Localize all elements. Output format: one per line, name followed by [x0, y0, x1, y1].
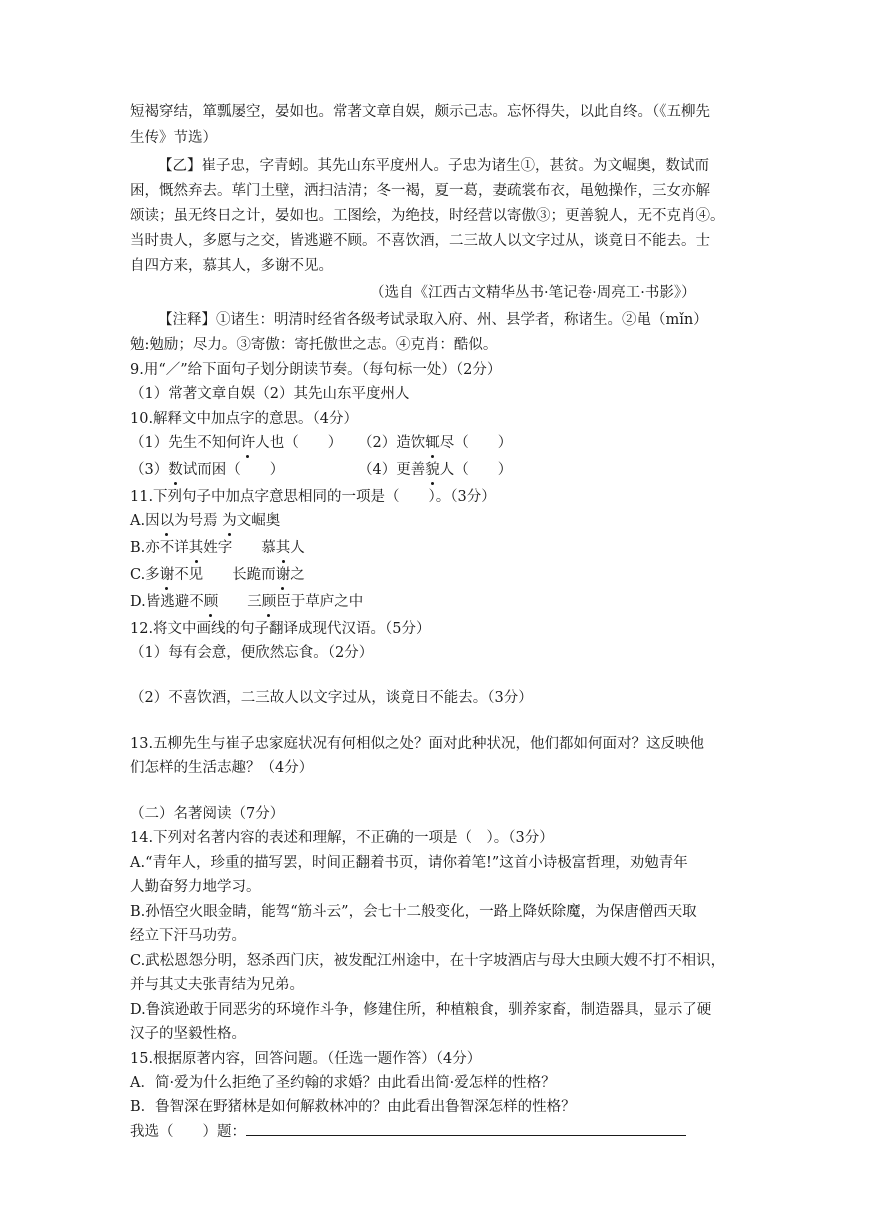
emphasis-dot-char: 以: [159, 513, 175, 529]
answer-blank[interactable]: [246, 1121, 686, 1136]
section-2-title: （二）名著阅读（7分）: [130, 806, 285, 822]
q14-option-a-line-1: A.“青年人，珍重的描写罢，时间正翻着书页，请你着笔!”这首小诗极富哲理，劝勉青年: [130, 855, 688, 871]
emphasis-dot-char: 谢: [159, 567, 175, 583]
q14-option-d-line-1: D.鲁滨逊敢于同恶劣的环境作斗争，修建住所，种植粮食，驯养家畜，制造器具，显示了硬: [130, 1002, 712, 1018]
passage-b-line-3: 颂读；虽无终日之计，晏如也。工图绘，为绝技，时经营以寄傲③；更善貌人，无不克肖④。: [130, 208, 725, 224]
q10-item-1: （1）先生不知何许人也（ ）: [130, 435, 343, 451]
emphasis-dot-char: 谢: [275, 567, 291, 583]
q14-option-c-line-2: 并与其丈夫张青结为兄弟。: [130, 977, 304, 993]
emphasis-dot-char: 其: [188, 540, 204, 556]
q14-option-a-line-2: 人勤奋努力地学习。: [130, 879, 261, 895]
passage-b-line-1: 【乙】崔子忠，字青蚓。其先山东平度州人。子忠为诸生①，甚贫。为文崛奥，数试而: [158, 158, 709, 174]
emphasis-dot-char: 为: [222, 513, 237, 529]
emphasis-dot-char: 数: [168, 462, 183, 478]
q11-option-a: A.因以为号焉 为文崛奥: [130, 513, 281, 529]
q10-item-4: （4）更善貌人（ ）: [358, 462, 513, 478]
q14-option-b-line-2: 经立下汗马功劳。: [130, 928, 246, 944]
q15-option-a: A．简·爱为什么拒绝了圣约翰的求婚？由此看出简·爱怎样的性格？: [130, 1075, 556, 1091]
emphasis-dot-char: 顾: [203, 594, 219, 610]
emphasis-dot-char: 许: [240, 435, 256, 451]
passage-a-line-1: 短褐穿结，箪瓢屡空，晏如也。常著文章自娱，颇示己志。忘怀得失，以此自终。（《五柳先: [130, 104, 710, 120]
emphasis-dot-char: 貌: [425, 462, 440, 478]
emphasis-dot-char: 辄: [425, 435, 440, 451]
q13-line-1: 13.五柳先生与崔子忠家庭状况有何相似之处？面对此种状况，他们都如何面对？这反映他: [130, 736, 705, 752]
q11-stem: 11.下列句子中加点字意思相同的一项是（ ）。（3分）: [130, 489, 496, 505]
passage-source: （选自《江西古文精华丛书·笔记卷·周亮工·书影》）: [370, 285, 696, 301]
q11-option-c: C.多谢不见 长跪而谢之: [130, 567, 305, 583]
notes-line-1: 【注释】①诸生：明清时经省各级考试录取入府、州、县学者，称诸生。②黾（mǐn）: [158, 312, 708, 328]
q10-item-2: （2）造饮辄尽（ ）: [358, 435, 513, 451]
passage-b-line-4: 当时贵人，多愿与之交，皆逃避不顾。不喜饮酒，二三故人以文字过从，谈竟日不能去。士: [130, 233, 710, 249]
q10-stem: 10.解释文中加点字的意思。（4分）: [130, 411, 359, 427]
q11-option-b: B.亦不详其姓字 慕其人: [130, 540, 305, 556]
q14-option-b-line-1: B.孙悟空火眼金睛，能驾“筋斗云”，会七十二般变化，一路上降妖除魔，为保唐僧西天取: [130, 904, 697, 920]
q14-option-c-line-1: C.武松恩怨分明，怒杀西门庆，被发配江州途中，在十字坡酒店与母大虫顾大嫂不打不相识，: [130, 953, 726, 969]
emphasis-dot-char: 其: [275, 540, 291, 556]
notes-line-2: 勉:勉励；尽力。③寄傲：寄托傲世之志。④克肖：酷似。: [130, 337, 498, 353]
passage-b-line-5: 自四方来，慕其人，多谢不见。: [130, 258, 333, 274]
q13-line-2: 们怎样的生活志趣？（4分）: [130, 760, 314, 776]
q12-item-2: （2）不喜饮酒，二三故人以文字过从，谈竟日不能去。（3分）: [130, 690, 533, 706]
q14-stem: 14.下列对名著内容的表述和理解，不正确的一项是（ ）。（3分）: [130, 830, 554, 846]
q12-item-1: （1）每有会意，便欣然忘食。（2分）: [130, 645, 374, 661]
q12-stem: 12.将文中画线的句子翻译成现代汉语。（5分）: [130, 621, 431, 637]
passage-b-line-2: 困，慨然弃去。荜门土壁，洒扫洁清；冬一褐，夏一葛，妻疏裳布衣，黾勉操作，三女亦解: [130, 183, 710, 199]
q11-option-d: D.皆逃避不顾 三顾臣于草庐之中: [130, 594, 364, 610]
emphasis-dot-char: 顾: [261, 594, 277, 610]
q15-stem: 15.根据原著内容，回答问题。（任选一题作答）（4分）: [130, 1051, 482, 1067]
q14-option-d-line-2: 汉子的坚毅性格。: [130, 1026, 246, 1042]
q9-items: （1）常著文章自娱（2）其先山东平度州人: [130, 386, 410, 402]
passage-a-line-2: 生传》节选）: [130, 130, 217, 146]
q9-stem: 9.用“／”给下面句子划分朗读节奏。（每句标一处）（2分）: [130, 362, 502, 378]
q10-item-3: （3）数试而困（ ）: [130, 462, 285, 478]
q15-option-b: B．鲁智深在野猪林是如何解救林冲的？由此看出鲁智深怎样的性格？: [130, 1099, 576, 1115]
q15-choice-label: 我选（ ）题：: [130, 1124, 246, 1140]
q15-answer-line: [130, 1121, 686, 1142]
